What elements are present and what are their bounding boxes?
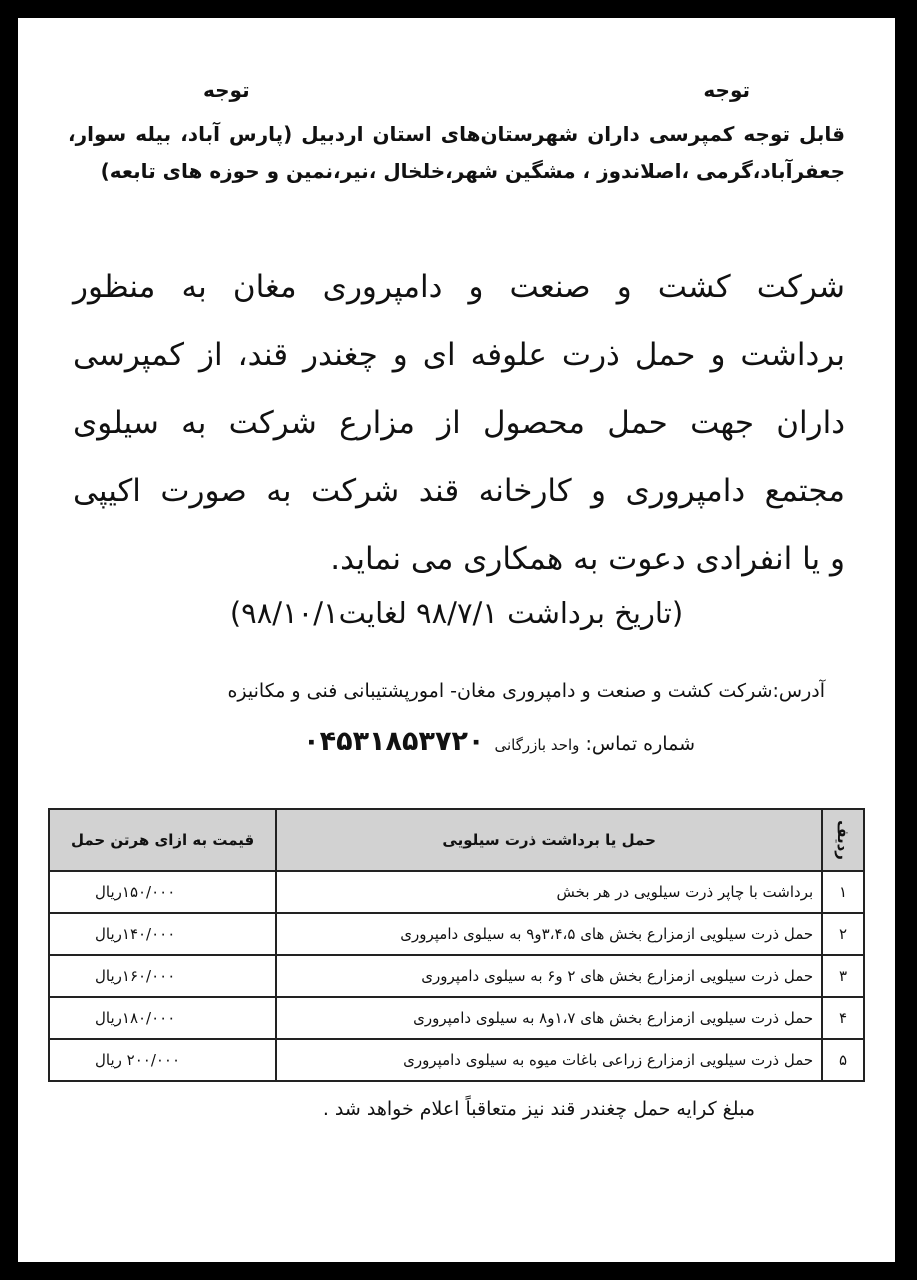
contact-label: شماره تماس: [585,733,695,755]
attention-line: جعفرآباد،گرمی ،اصلاندوز ، مشگین شهر،خلخال ،نیر،نمین و حوزه های تابعه) [100,159,845,183]
invitation-paragraph [73,253,845,593]
rates-table [48,808,865,1082]
invitation-line: و یا انفرادی دعوت به همکاری می نماید. [330,541,845,577]
address-line: آدرس:شرکت کشت و صنعت و دامپروری مغان- امورپشتیبانی فنی و مکانیزه [227,680,825,702]
table-row [49,871,864,913]
table-header-row [49,809,864,871]
contact-phone: ۰۴۵۳۱۸۵۳۷۲۰ [303,726,485,757]
row-price: ۱۸۰/۰۰۰ریال [49,997,276,1039]
row-price: ۲۰۰/۰۰۰ ریال [49,1039,276,1081]
row-description: حمل ذرت سیلویی ازمزارع بخش های ۱،۷و۸ به سیلوی دامپروری [276,997,822,1039]
row-price: ۱۴۰/۰۰۰ریال [49,913,276,955]
row-price: ۱۶۰/۰۰۰ریال [49,955,276,997]
attention-line: قابل توجه کمپرسی داران شهرستان‌های استان اردبیل (پارس آباد، بیله سوار، [68,122,845,146]
table-row [49,913,864,955]
attention-paragraph [68,116,845,190]
header-price: قیمت به ازای هرتن حمل [49,809,276,871]
invitation-line: شرکت کشت و صنعت و دامپروری مغان به منظور [73,269,845,305]
row-description: برداشت با چاپر ذرت سیلویی در هر بخش [276,871,822,913]
contact-department: واحد بازرگانی [494,736,580,754]
row-number: ۴ [822,997,864,1039]
row-number: ۵ [822,1039,864,1081]
footnote: مبلغ کرایه حمل چغندر قند نیز متعاقباً اعلام خواهد شد . [322,1098,755,1120]
notice-page [18,18,895,1262]
invitation-line: داران جهت حمل محصول از مزارع شرکت به سیلوی [73,405,845,441]
row-number: ۳ [822,955,864,997]
table-row [49,1039,864,1081]
header-row-number: ردیف [822,809,864,871]
row-description: حمل ذرت سیلویی ازمزارع زراعی باغات میوه به سیلوی دامپروری [276,1039,822,1081]
row-price: ۱۵۰/۰۰۰ریال [49,871,276,913]
row-description: حمل ذرت سیلویی ازمزارع بخش های ۲ و۶ به سیلوی دامپروری [276,955,822,997]
notice-label-right: توجه [703,78,750,102]
row-description: حمل ذرت سیلویی ازمزارع بخش های ۳،۴،۵و۹ به سیلوی دامپروری [276,913,822,955]
invitation-line: مجتمع دامپروری و کارخانه قند شرکت به صورت اکیپی [73,473,845,509]
row-number: ۲ [822,913,864,955]
table-row [49,955,864,997]
table-row [49,997,864,1039]
harvest-date: (تاریخ برداشت ۹۸/۷/۱ لغایت۹۸/۱۰/۱) [229,596,684,630]
notice-heading-row [18,78,895,108]
contact-line [18,726,695,757]
header-description: حمل یا برداشت ذرت سیلویی [276,809,822,871]
notice-label-left: توجه [203,78,250,102]
invitation-line: برداشت و حمل ذرت علوفه ای و چغندر قند، از کمپرسی [73,337,845,373]
row-number: ۱ [822,871,864,913]
